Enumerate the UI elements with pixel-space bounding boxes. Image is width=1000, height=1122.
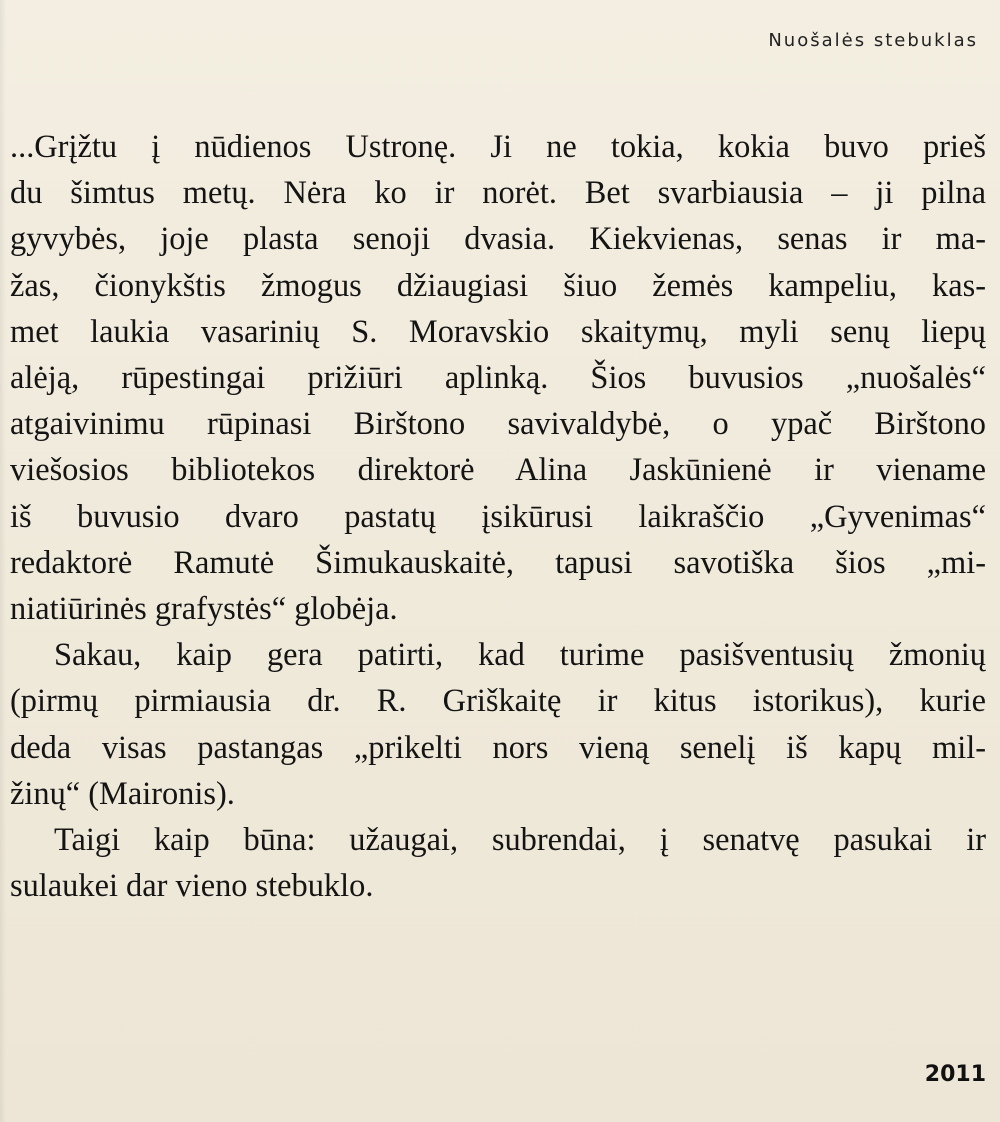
- text-line: met laukia vasarinių S. Moravskio skaitymų, myli senų liepų: [10, 313, 986, 350]
- text-line: alėją, rūpestingai prižiūri aplinką. Šios buvusios „nuošalės“: [10, 360, 986, 397]
- body-text: [10, 124, 986, 909]
- text-line: deda visas pastangas „prikelti nors vieną senelį iš kapų mil-: [10, 729, 986, 766]
- page-number: 2011: [924, 1062, 986, 1087]
- paragraph-1: [10, 124, 986, 632]
- text-line: žas, čionykštis žmogus džiaugiasi šiuo žemės kampeliu, kas-: [10, 267, 986, 304]
- text-line: atgaivinimu rūpinasi Birštono savivaldybė, o ypač Birštono: [10, 406, 986, 443]
- text-line: ...Grįžtu į nūdienos Ustronę. Ji ne tokia, kokia buvo prieš: [10, 129, 986, 165]
- text-line: (pirmų pirmiausia dr. R. Griškaitę ir kitus istorikus), kurie: [10, 683, 986, 720]
- text-line: redaktorė Ramutė Šimukauskaitė, tapusi savotiška šios „mi-: [10, 544, 986, 581]
- running-header: Nuošalės stebuklas: [768, 30, 978, 51]
- text-line: niatiūrinės grafystės“ globėja.: [10, 591, 398, 628]
- text-line: Taigi kaip būna: užaugai, subrendai, į senatvę pasukai ir: [54, 822, 986, 859]
- paragraph-2: [10, 632, 986, 817]
- paragraph-3: [10, 817, 986, 909]
- text-line: gyvybės, joje plasta senoji dvasia. Kiekvienas, senas ir ma-: [10, 221, 986, 258]
- text-line: Sakau, kaip gera patirti, kad turime pasišventusių žmonių: [54, 637, 986, 674]
- text-line: du šimtus metų. Nėra ko ir norėt. Bet svarbiausia – ji pilna: [10, 175, 986, 212]
- text-line: žinų“ (Maironis).: [10, 775, 235, 812]
- text-line: sulaukei dar vieno stebuklo.: [10, 868, 374, 905]
- gutter-shadow: [0, 0, 6, 1122]
- text-line: iš buvusio dvaro pastatų įsikūrusi laikraščio „Gyvenimas“: [10, 498, 986, 535]
- text-line: viešosios bibliotekos direktorė Alina Jaskūnienė ir viename: [10, 452, 986, 489]
